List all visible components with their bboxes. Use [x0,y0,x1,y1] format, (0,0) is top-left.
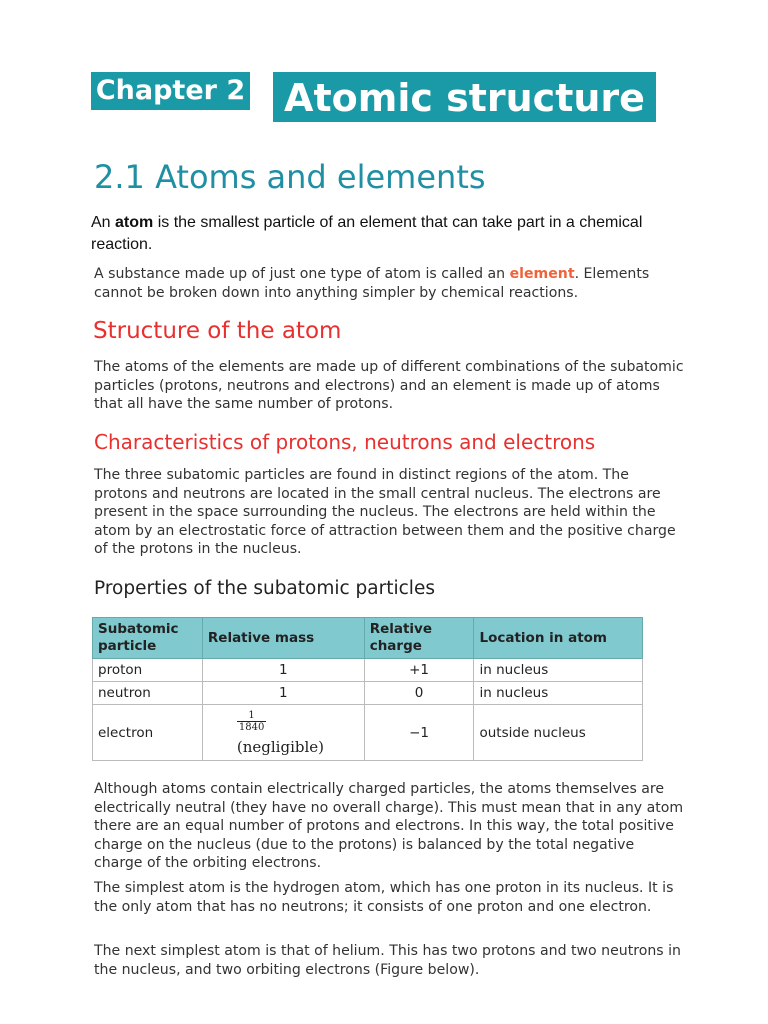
properties-table [92,617,643,761]
mass-cell [202,705,364,761]
charge-cell: 0 [364,682,474,705]
atom-term: atom [115,214,154,231]
mass-cell: 1 [202,659,364,682]
charge-cell: −1 [364,705,474,761]
element-definition: A substance made up of just one type of atom is called an element. Elements cannot be broken down into anything simpler by chemical reactions. [94,266,650,301]
col-header: Relative mass [202,618,364,659]
col-header: Subatomic particle [93,618,203,659]
chapter-label: Chapter 2 [91,72,250,110]
chapter-title: Atomic structure [273,72,656,122]
table-row [93,705,643,761]
structure-heading: Structure of the atom [93,318,342,344]
particle-cell: electron [93,705,203,761]
properties-heading: Properties of the subatomic particles [94,578,435,599]
table-row [93,659,643,682]
location-cell: in nucleus [474,682,643,705]
col-header: Location in atom [474,618,643,659]
mass-fraction: $\frac{1}{1840}$ [238,709,265,733]
table-row [93,682,643,705]
mass-cell: 1 [202,682,364,705]
location-cell: outside nucleus [474,705,643,761]
mass-note: (negligible) [236,737,325,756]
characteristics-heading: Characteristics of protons, neutrons and electrons [94,430,596,454]
atom-definition: An atom is the smallest particle of an element that can take part in a chemical reaction. [91,214,643,253]
characteristics-text: The three subatomic particles are found in distinct regions of the atom. The protons and neutrons are located in the small central nucleus. The electrons are present in the space surrounding the nucleus. The electrons are held within the atom by an electrostatic force of attraction between them and the positive charge of the protons in the nucleus. [94,467,676,558]
hydrogen-paragraph: The simplest atom is the hydrogen atom, which has one proton in its nucleus. It is the only atom that has no neutrons; it consists of one proton and one electron. [94,880,674,915]
structure-text: The atoms of the elements are made up of different combinations of the subatomic particles (protons, neutrons and electrons) and an element is made up of atoms that all have the same number of protons. [94,359,684,413]
location-cell: in nucleus [474,659,643,682]
charge-cell: +1 [364,659,474,682]
helium-paragraph: The next simplest atom is that of helium. This has two protons and two neutrons in the nucleus, and two orbiting electrons (Figure below). [94,943,681,978]
neutral-paragraph: Although atoms contain electrically charged particles, the atoms themselves are electrically neutral (they have no overall charge). This must mean that in any atom there are an equal number of protons and electrons. In this way, the total positive charge on the nucleus (due to the protons) is balanced by the total negative charge of the orbiting electrons. [94,781,684,872]
element-term: element [509,266,575,282]
particle-cell: neutron [93,682,203,705]
col-header: Relative charge [364,618,474,659]
particle-cell: proton [93,659,203,682]
section-title: 2.1 Atoms and elements [94,158,486,196]
